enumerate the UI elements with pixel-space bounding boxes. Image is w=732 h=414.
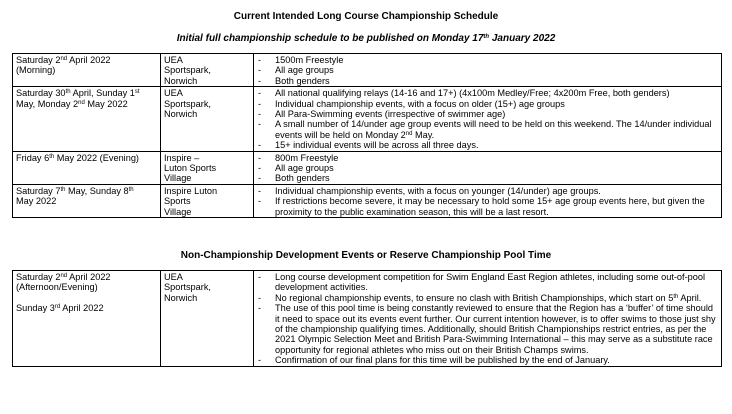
table-row bbox=[13, 184, 722, 217]
list-item: - Both genders bbox=[258, 76, 718, 86]
list-item: - 15+ individual events will be across all three days. bbox=[258, 140, 718, 150]
list-item: - Individual championship events, with a focus on younger (14/under) age groups. bbox=[258, 186, 718, 196]
list-item: - A small number of 14/under age group events will need to be held on this weekend. The 14/under individual events will be held on Monday 2nd May. bbox=[258, 119, 718, 140]
section-title: Non-Championship Development Events or Reserve Championship Pool Time bbox=[180, 250, 552, 261]
table-row bbox=[13, 271, 722, 367]
championship-schedule-table bbox=[12, 53, 722, 218]
date-cell: Friday 6th May 2022 (Evening) bbox=[13, 151, 161, 184]
list-item: - Individual championship events, with a focus on older (15+) age groups bbox=[258, 99, 718, 109]
list-item: - No regional championship events, to ensure no clash with British Championships, which start on 5th April. bbox=[258, 293, 718, 303]
development-events-table bbox=[12, 270, 722, 367]
details-cell bbox=[254, 184, 722, 217]
list-item: - The use of this pool time is being constantly reviewed to ensure that the Region has a ‘buffer’ of time should it need to space out its events event further. Our current intention however, is to offer swims to those just shy of the championship qualifying times. Additionally, should British Championships restrict entries, as per the 2021 Olympic Selection Meet and British Para-Swimming International – this may serve as a substitute race opportunity for regional athletes who miss out on their British Champs swims. bbox=[258, 303, 718, 355]
list-item: - All Para-Swimming events (irrespective of swimmer age) bbox=[258, 109, 718, 119]
venue-cell: Inspire Luton Sports Village bbox=[161, 184, 254, 217]
table-row bbox=[13, 87, 722, 151]
list-item: - If restrictions become severe, it may be necessary to hold some 15+ age group events here, but given the proximity to the public examination season, this will be a last resort. bbox=[258, 196, 718, 217]
list-item: - All age groups bbox=[258, 163, 718, 173]
date-cell: Saturday 30th April, Sunday 1st May, Monday 2nd May 2022 bbox=[13, 87, 161, 151]
list-item: - Long course development competition for Swim England East Region athletes, including some out-of-pool development activities. bbox=[258, 272, 718, 293]
list-item: - Confirmation of our final plans for this time will be published by the end of January. bbox=[258, 355, 718, 365]
list-item: - All national qualifying relays (14-16 and 17+) (4x100m Medley/Free; 4x200m Free, both genders) bbox=[258, 88, 718, 98]
page-title: Current Intended Long Course Championship Schedule bbox=[233, 11, 499, 22]
date-cell: Saturday 7th May, Sunday 8th May 2022 bbox=[13, 184, 161, 217]
venue-cell: UEA Sportspark, Norwich bbox=[161, 54, 254, 87]
details-cell bbox=[254, 87, 722, 151]
list-item: - All age groups bbox=[258, 65, 718, 75]
date-cell: Saturday 2nd April 2022 (Afternoon/Evening) Sunday 3rd April 2022 bbox=[13, 271, 161, 367]
date-cell: Saturday 2nd April 2022 (Morning) bbox=[13, 54, 161, 87]
list-item: - 800m Freestyle bbox=[258, 153, 718, 163]
venue-cell: UEA Sportspark, Norwich bbox=[161, 271, 254, 367]
list-item: - 1500m Freestyle bbox=[258, 55, 718, 65]
list-item: - Both genders bbox=[258, 173, 718, 183]
venue-cell: UEA Sportspark, Norwich bbox=[161, 87, 254, 151]
details-cell bbox=[254, 271, 722, 367]
page-subtitle: Initial full championship schedule to be published on Monday 17th January 2022 bbox=[176, 33, 556, 44]
table-row bbox=[13, 54, 722, 87]
details-cell bbox=[254, 54, 722, 87]
details-cell bbox=[254, 151, 722, 184]
table-row bbox=[13, 151, 722, 184]
venue-cell: Inspire – Luton Sports Village bbox=[161, 151, 254, 184]
